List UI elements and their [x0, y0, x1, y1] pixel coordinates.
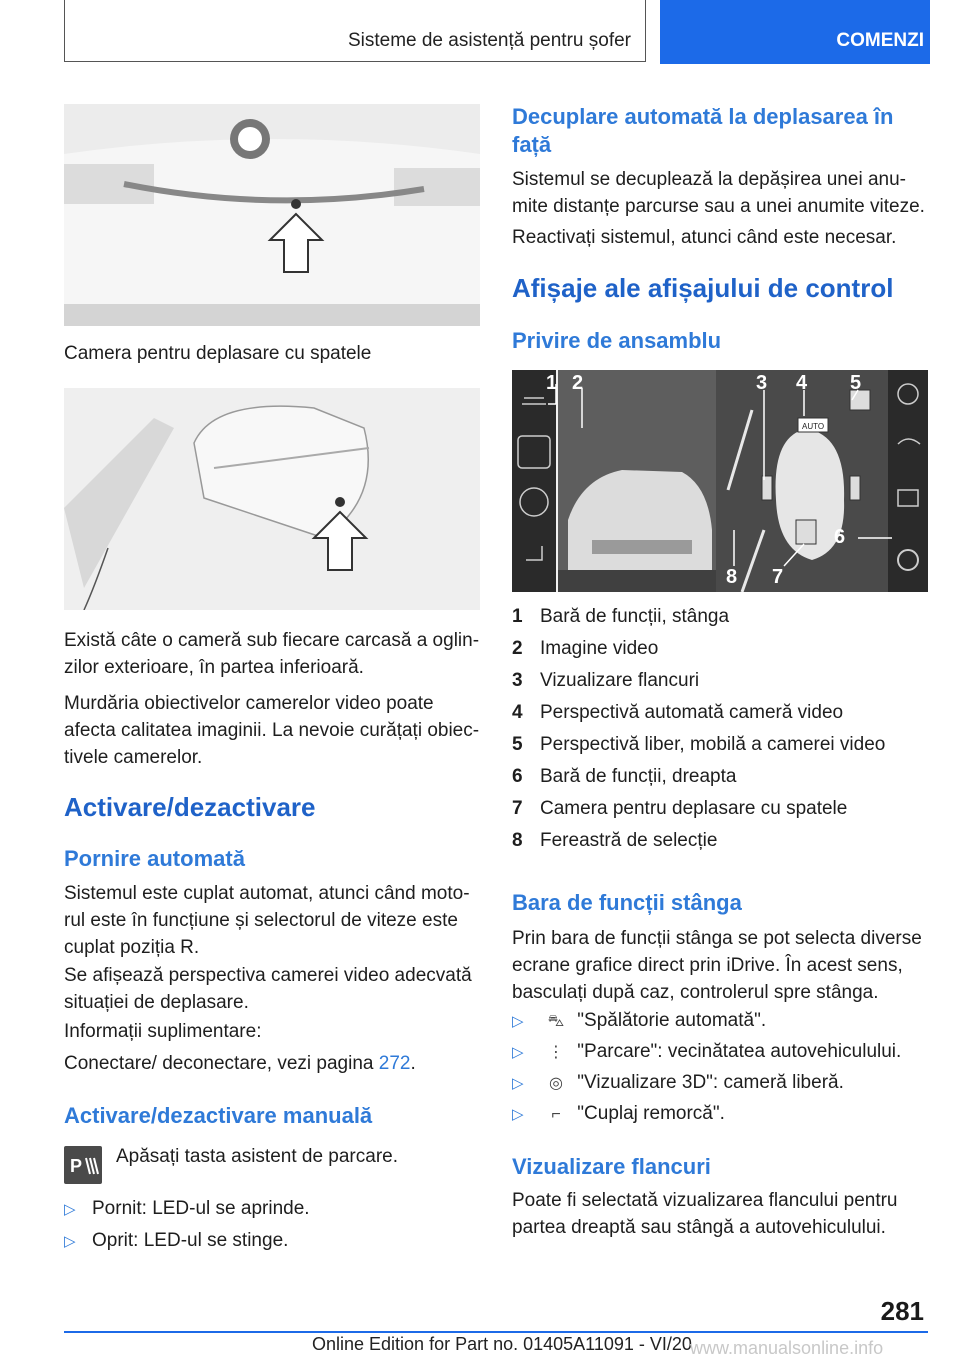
legend-text: Camera pentru deplasare cu spatele: [540, 798, 848, 819]
header-frame: [64, 0, 646, 62]
legend-item-8: [512, 830, 717, 852]
callout-6: 6: [834, 526, 846, 548]
para-mirror-camera-2: zilor exterioare, în partea inferioară.: [64, 657, 364, 678]
para-dirt-1: Murdăria obiectivelor camerelor video poate: [64, 693, 434, 714]
para-press-key: Apăsați tasta asistent de parcare.: [116, 1146, 398, 1167]
callout-5: 5: [850, 372, 862, 394]
legend-text: Bară de funcții, stânga: [540, 606, 730, 627]
heading-bara-stanga: Bara de funcții stânga: [512, 890, 742, 915]
bullet-triangle-icon: ▷: [64, 1233, 76, 1250]
heading-decuplare-2: față: [512, 132, 552, 157]
footer-divider: [64, 1331, 928, 1333]
legend-item-7: [512, 798, 847, 820]
section-title: Sisteme de asistență pentru șofer: [347, 30, 631, 51]
bullet-on: [64, 1198, 310, 1220]
legend-text: Imagine video: [540, 638, 659, 659]
callout-1: 1: [546, 372, 558, 394]
bar-item-text: "Spălătorie automată".: [577, 1010, 767, 1031]
para-dirt-2: afecta calitatea imaginii. La nevoie curățați obiec-: [64, 720, 480, 741]
car-wash-icon: ⛍: [547, 1013, 565, 1030]
para-bar-3: basculați după caz, controlerul spre stânga.: [512, 982, 879, 1003]
bullet-off: [64, 1230, 288, 1252]
trailer-hitch-icon: ⌐: [551, 1106, 561, 1123]
rear-camera-photo: [64, 104, 480, 326]
callout-4: 4: [796, 372, 808, 394]
para-auto-1: Sistemul este cuplat automat, atunci când moto-: [64, 883, 470, 904]
mirror-camera-photo: [64, 388, 480, 610]
heading-privire: Privire de ansamblu: [512, 328, 722, 353]
legend-item-3: [512, 670, 699, 692]
para-connect: [64, 1050, 416, 1077]
legend-number: 6: [512, 766, 523, 787]
para-auto-2: rul este în funcțiune și selectorul de viteze este: [64, 910, 458, 931]
bar-item-3d: [512, 1072, 844, 1094]
para-persp-2: situației de deplasare.: [64, 992, 249, 1013]
legend-number: 5: [512, 734, 523, 755]
caption-rear-camera: Camera pentru deplasare cu spatele: [64, 343, 372, 364]
bar-item-trailer: [512, 1103, 725, 1125]
bar-item-parking: [512, 1041, 901, 1063]
connect-text: Conectare/ deconectare, vezi pagina: [64, 1053, 379, 1074]
legend-number: 7: [512, 798, 523, 819]
heading-pornire-automata: Pornire automată: [64, 846, 245, 871]
connect-end: .: [410, 1053, 416, 1074]
para-decouple-1: Sistemul se decuplează la depășirea unei anu-: [512, 169, 906, 190]
bullet-triangle-icon: ▷: [64, 1201, 76, 1218]
bullet-triangle-icon: ▷: [512, 1075, 524, 1092]
3d-view-icon: ◎: [549, 1075, 563, 1092]
heading-manual: Activare/dezactivare manuală: [64, 1103, 373, 1128]
legend-text: Bară de funcții, dreapta: [540, 766, 737, 787]
heading-activare: Activare/dezactivare: [64, 792, 316, 822]
legend-text: Fereastră de selecție: [540, 830, 718, 851]
legend-item-1: [512, 606, 729, 628]
legend-number: 4: [512, 702, 523, 723]
control-display-image: [512, 370, 928, 592]
legend-number: 2: [512, 638, 523, 659]
callout-8: 8: [726, 566, 738, 588]
para-info: Informații suplimentare:: [64, 1021, 262, 1042]
bar-item-text: "Vizualizare 3D": cameră liberă.: [577, 1072, 844, 1093]
legend-number: 1: [512, 606, 523, 627]
bar-item-car-wash: [512, 1010, 766, 1032]
para-flank-2: partea dreaptă sau stângă a autovehiculului.: [512, 1217, 886, 1238]
legend-number: 8: [512, 830, 523, 851]
tab-comenzi[interactable]: COMENZI: [660, 0, 930, 64]
callout-2: 2: [572, 372, 584, 394]
heading-decuplare-1: Decuplare automată la deplasarea în: [512, 104, 894, 129]
legend-text: Perspectivă automată cameră video: [540, 702, 844, 723]
callout-7: 7: [772, 566, 784, 588]
legend-item-4: [512, 702, 843, 724]
para-mirror-camera-1: Există câte o cameră sub fiecare carcasă a oglin-: [64, 630, 480, 651]
para-bar-1: Prin bara de funcții stânga se pot selecta diverse: [512, 928, 922, 949]
parking-assist-key-icon: [64, 1146, 102, 1184]
page-number: 281: [880, 1296, 924, 1326]
page-header: [64, 0, 930, 64]
callout-3: 3: [756, 372, 768, 394]
bar-item-text: "Parcare": vecinătatea autovehiculului.: [577, 1041, 902, 1062]
page-link-272[interactable]: 272: [378, 1053, 411, 1074]
para-flank-1: Poate fi selectată vizualizarea flancului pentru: [512, 1190, 898, 1211]
heading-afisaje: Afișaje ale afișajului de control: [512, 273, 894, 303]
legend-text: Perspectivă liber, mobilă a camerei video: [540, 734, 886, 755]
auto-badge-text: AUTO: [802, 422, 825, 431]
legend-item-5: [512, 734, 885, 756]
para-persp-1: Se afișează perspectiva camerei video adecvată: [64, 965, 472, 986]
bullet-triangle-icon: ▷: [512, 1044, 524, 1061]
bar-item-text: "Cuplaj remorcă".: [577, 1103, 725, 1124]
legend-item-2: [512, 638, 658, 660]
bullet-triangle-icon: ▷: [512, 1013, 524, 1030]
legend-item-6: [512, 766, 736, 788]
para-decouple-2: mite distanțe parcurse sau a unei anumite viteze.: [512, 196, 925, 217]
edition-text: Online Edition for Part no. 01405A11091 - VI/20: [312, 1334, 692, 1354]
parking-icon: ⋮: [548, 1044, 564, 1061]
heading-vizualizare-flancuri: Vizualizare flancuri: [512, 1154, 711, 1179]
legend-number: 3: [512, 670, 523, 691]
watermark: www.manualsonline.info: [690, 1338, 884, 1358]
para-auto-3: cuplat poziția R.: [64, 937, 200, 958]
bullet-on-text: Pornit: LED-ul se aprinde.: [92, 1198, 310, 1219]
bullet-off-text: Oprit: LED-ul se stinge.: [92, 1230, 289, 1251]
para-reactivate: Reactivați sistemul, atunci când este necesar.: [512, 227, 897, 248]
bullet-triangle-icon: ▷: [512, 1106, 524, 1123]
para-dirt-3: tivele camerelor.: [64, 747, 203, 768]
para-bar-2: ecrane grafice direct prin iDrive. În acest sens,: [512, 955, 903, 976]
svg-text:P: P: [70, 1156, 83, 1176]
legend-text: Vizualizare flancuri: [540, 670, 700, 691]
